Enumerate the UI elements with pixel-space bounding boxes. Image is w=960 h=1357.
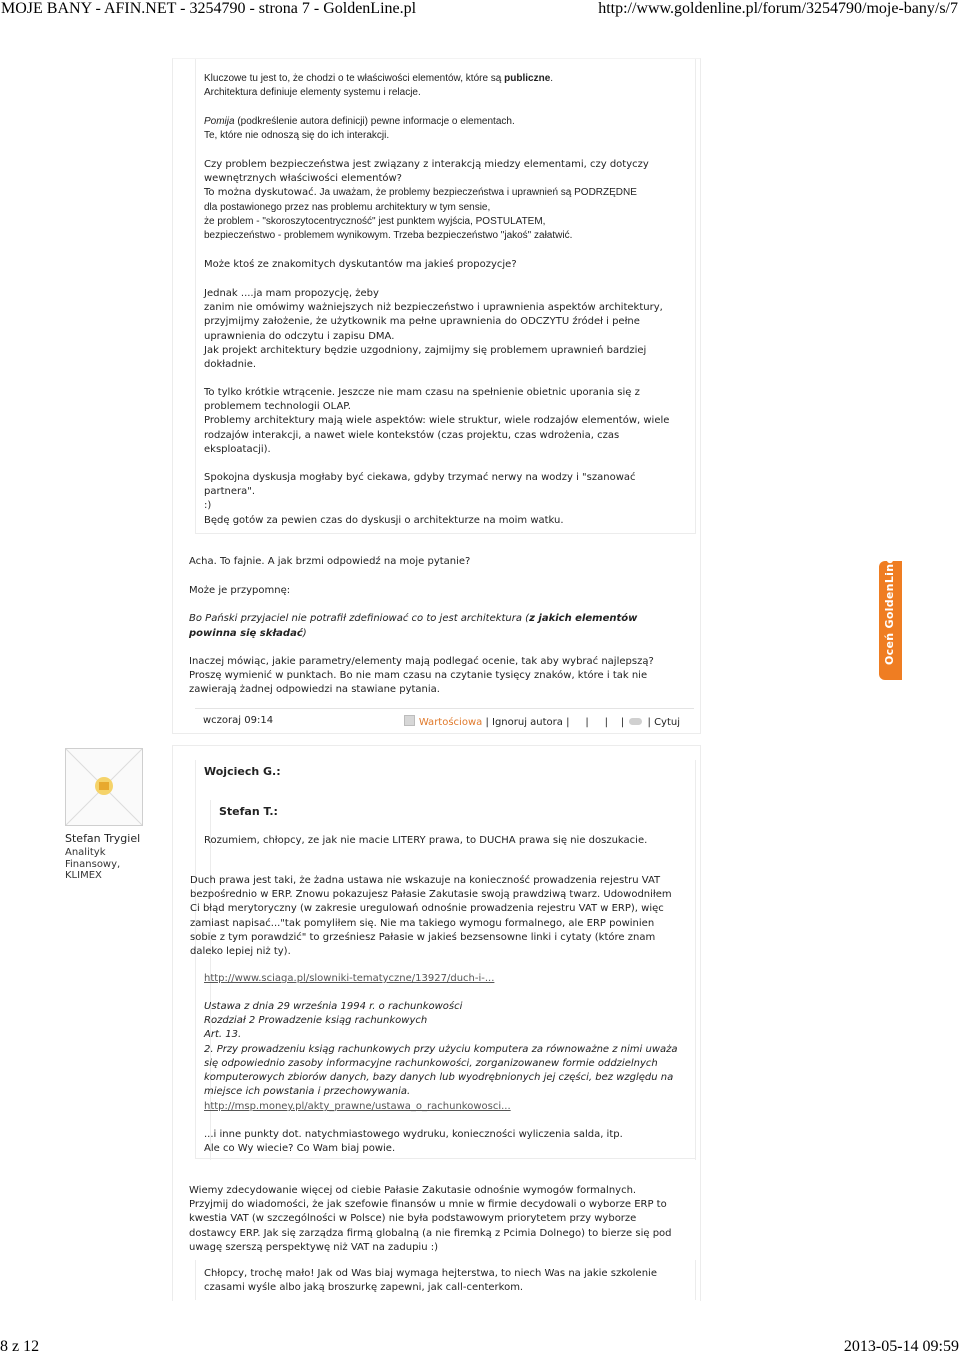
quote-text: Rozumiem, chłopcy, ze jak nie macie LITERY prawa, to DUCHA prawa się nie doszukacie.	[204, 835, 648, 846]
print-datetime: 2013-05-14 09:59	[843, 1338, 959, 1355]
author-name[interactable]: Stefan Trygiel	[65, 832, 141, 845]
default-avatar-icon	[66, 749, 142, 825]
value-link[interactable]: Wartościowa	[418, 717, 483, 728]
money-pl-link[interactable]: http://msp.money.pl/akty_prawne/ustawa_o_rachunkowosci...	[204, 1101, 511, 1112]
quote-paragraph-1: Kluczowe tu jest to, że chodzi o te właściwości elementów, które są publiczne. Architektura definiuje elementy systemu i relacje.	[204, 73, 554, 99]
link-icon[interactable]	[629, 718, 642, 725]
post-date: wczoraj 09:14	[203, 715, 274, 726]
forum-post-1	[172, 58, 701, 734]
quote-author: Wojciech G.:	[204, 765, 281, 778]
quote-paragraph-3: Czy problem bezpieczeństwa jest związany z interakcją miedzy elementami, czy dotyczy wewnętrznych właściwości elementów? To można dyskutować. Ja uważam, że problemy bezpieczeństwa i uprawnień są PODRZĘDNE dla postawionego przez nas problemu architektury w tym sensie, że problem - "skoroszytocentryczność" jest punktem wyjścia, POSTULATEM, bezpieczeństwo - problemem wynikowym. Trzeba bezpieczeństwo "jakoś" załatwić.	[204, 159, 649, 242]
print-page-title: MOJE BANY - AFIN.NET - 3254790 - strona 7 - GoldenLine.pl	[1, 0, 417, 17]
post-footer	[195, 708, 694, 733]
author-title: Analityk Finansowy, KLIMEX	[65, 847, 121, 882]
post-body: Wiemy zdecydowanie więcej od ciebie Pałasie Zakutasie odnośnie wymogów formalnych. Przyjmij do wiadomości, że jak szefowie finansów u mnie w firmie decydowali o wyborze ERP to kwestia VAT (w szczególności w Polsce) nie była podstawowym priorytetem przy wyborze dostawcy ERP. Jak się zarządza firmą globalną (a nie firemką z Pcimia Dolnego) to bierze się pod uwagę szerszą perspektywę niż VAT na zadupiu :)	[189, 1185, 672, 1253]
print-page-url: http://www.goldenline.pl/forum/3254790/moje-bany/s/7	[598, 0, 958, 17]
quote-paragraph-5: Jednak ....ja mam propozycję, żeby zanim nie omówimy ważniejszych niż bezpieczeństwo i uprawnienia aspektów architektury, przyjmijmy założenie, że użytkownik ma pełne uprawnienia do ODCZYTU źródeł i pełne uprawnienia do odczytu i zapisu DMA. Jak projekt architektury będzie uzgodniony, zajmijmy się problemem uprawnień bardziej dokładnie.	[204, 288, 663, 371]
law-citation: Ustawa z dnia 29 września 1994 r. o rachunkowości Rozdział 2 Prowadzenie ksiąg rachunkowych Art. 13. 2. Przy prowadzeniu ksiąg rachunkowych przy użyciu komputera za równoważne z nimi uważa się odpowiednio zasoby informacyjne rachunkowości, zorganizowanew formie oddzielnych komputerowych zbiorów danych, bazy danych lub wyodrębnionych jej części, bez względu na miejsce ich powstania i przechowywania.	[204, 1001, 678, 1098]
ignore-author-link[interactable]: Ignoruj autora	[492, 717, 563, 728]
quote-link[interactable]: Cytuj	[654, 717, 680, 728]
post-actions: Wartościowa | Ignoruj autora | | | | | Cytuj	[404, 715, 680, 728]
print-footer	[0, 1338, 960, 1357]
thumb-up-icon	[404, 715, 415, 726]
quote-paragraph: ...i inne punkty dot. natychmiastowego wydruku, konieczności wyliczenia salda, itp. Ale co Wy wiecie? Co Wam biaj powie.	[204, 1129, 623, 1155]
print-page-number: 8 z 12	[0, 1338, 40, 1355]
post-body: Acha. To fajnie. A jak brzmi odpowiedź na moje pytanie? Może je przypomnę: Bo Pański przyjaciel nie potrafił zdefiniować co to jest architektura (z jakich elementów powinna się składać) Inaczej mówiąc, jakie parametry/elementy mają podlegać ocenie, tak aby wybrać najlepszą? Proszę wymienić w punktach. Bo nie mam czasu na czytanie tysięcy znaków, które i tak nie zawierają żadnej odpowiedzi na stawiane pytania.	[189, 556, 654, 696]
quote-outer	[190, 760, 696, 1159]
rate-goldenline-tab[interactable]: Oceń GoldenLine	[879, 561, 902, 680]
quote-last: Chłopcy, trochę mało! Jak od Was biaj wymaga hejterstwa, to niech Was na jakie szkolenie czasami wyśle albo jaką broszurkę zapewni, jak call-centerkom.	[195, 1260, 696, 1300]
avatar[interactable]	[65, 748, 143, 826]
forum-post-2	[172, 745, 701, 1301]
quote-paragraph-2: Pomija (podkreślenie autora definicji) pewne informacje o elementach. Te, które nie odnoszą się do ich interakcji.	[204, 116, 515, 142]
quote-paragraph-4: Może ktoś ze znakomitych dyskutantów ma jakieś propozycje?	[204, 259, 517, 270]
quoted-message	[195, 59, 696, 534]
sciaga-link[interactable]: http://www.sciaga.pl/slowniki-tematyczne/13927/duch-i-...	[204, 973, 495, 984]
quote-paragraph-6: To tylko krótkie wtrącenie. Jeszcze nie mam czasu na spełnienie obietnic uporania się z problemem technologii OLAP. Problemy architektury mają wiele aspektów: wiele struktur, wiele rodzajów elementów, wiele rodzajów interakcji, a nawet wiele kontekstów (czas projektu, czas wdrożenia, czas eksploatacji).	[204, 387, 670, 455]
print-header	[0, 0, 960, 22]
quote-author: Stefan T.:	[219, 805, 278, 818]
quote-paragraph-7: Spokojna dyskusja mogłaby być ciekawa, gdyby trzymać nerwy na wodzy i "szanować partnera". :) Będę gotów za pewien czas do dyskusji o architekturze na moim watku.	[204, 472, 636, 526]
quote-paragraph: Duch prawa jest taki, że żadna ustawa nie wskazuje na konieczność prowadzenia rejestru VAT bezpośrednio w ERP. Znowu pokazujesz Pałasie Zakutasie swoją prawdziwą twarz. Udowodniłem Ci błąd merytoryczny (w zakresie uregulowań odnośnie prowadzenia rejestru VAT w ERP), więc zamiast napisać..."tak pomyliłem się. Nie ma takiego wymogu formalnego, ale ERP powinien sobie z tym porawdzić" to grześniesz Pałasie w jakieś bezsensowne linki i cytaty (które znam daleko lepiej niż ty).	[190, 875, 672, 958]
